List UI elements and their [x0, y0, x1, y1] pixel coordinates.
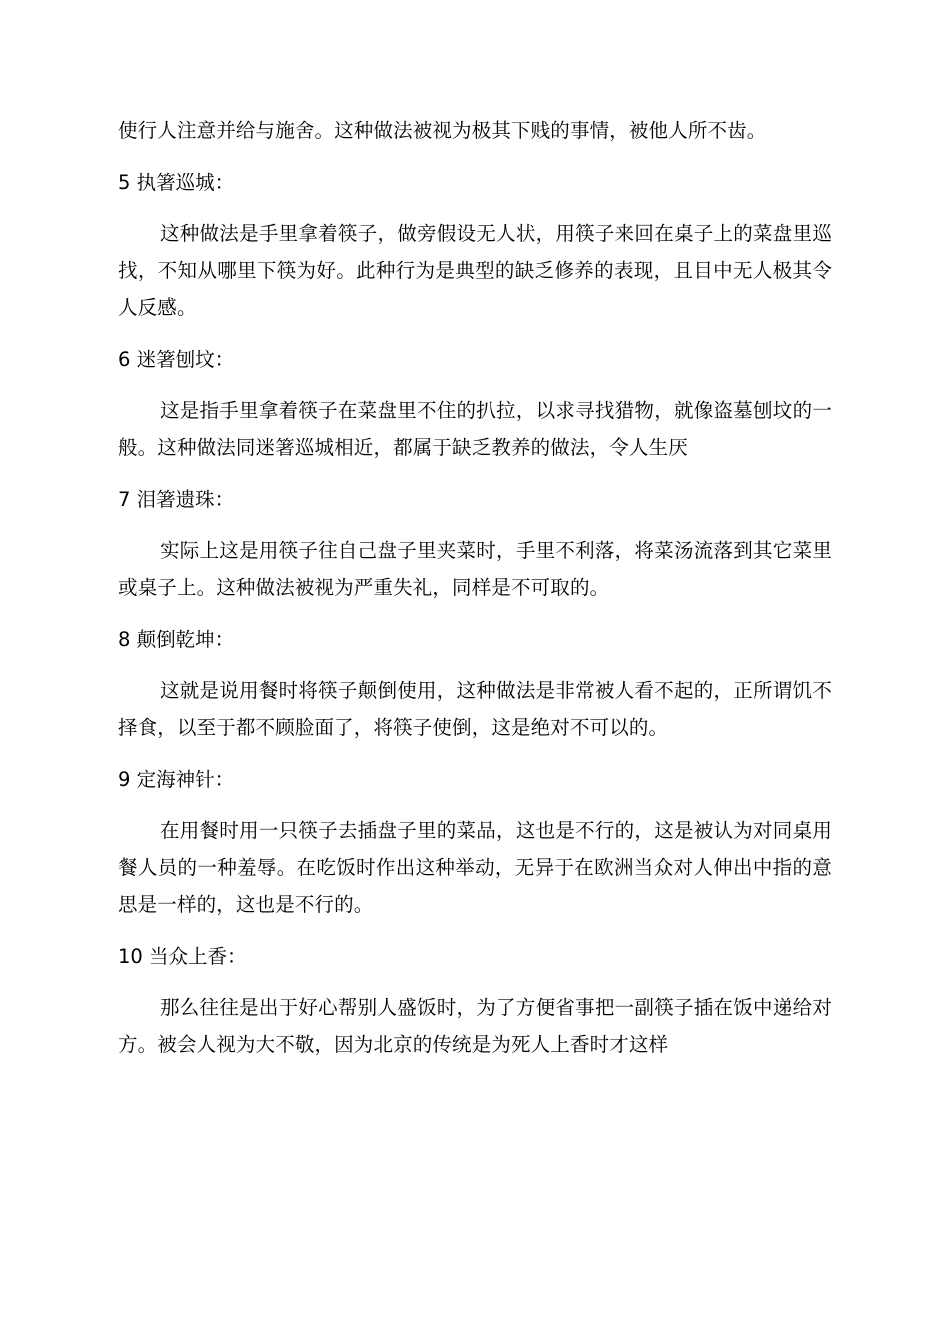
section-heading-8: 8 颠倒乾坤：: [118, 628, 235, 651]
section-body-5: 这种做法是手里拿着筷子，做旁假设无人状，用筷子来回在桌子上的菜盘里巡找，不知从哪里下筷为好。此种行为是典型的缺乏修养的表现，且目中无人极其令人反感。: [118, 222, 832, 319]
section-body-9: 在用餐时用一只筷子去插盘子里的菜品，这也是不行的，这是被认为对同桌用餐人员的一种羞辱。在吃饭时作出这种举动，无异于在欧洲当众对人伸出中指的意思是一样的，这也是不行的。: [118, 819, 832, 916]
section-body-7: 实际上这是用筷子往自己盘子里夹菜时，手里不利落，将菜汤流落到其它菜里或桌子上。这种做法被视为严重失礼，同样是不可取的。: [118, 539, 832, 599]
section-heading-9: 9 定海神针：: [118, 768, 235, 791]
section-body-8: 这就是说用餐时将筷子颠倒使用，这种做法是非常被人看不起的，正所谓饥不择食，以至于都不顾脸面了，将筷子使倒，这是绝对不可以的。: [118, 679, 832, 739]
section-heading-7: 7 泪箸遗珠：: [118, 488, 235, 511]
section-heading-6: 6 迷箸刨坟：: [118, 348, 235, 371]
intro-paragraph: 使行人注意并给与施舍。这种做法被视为极其下贱的事情，被他人所不齿。: [118, 119, 767, 142]
section-body-10: 那么往往是出于好心帮别人盛饭时，为了方便省事把一副筷子插在饭中递给对方。被会人视为大不敬，因为北京的传统是为死人上香时才这样: [118, 996, 832, 1056]
section-heading-5: 5 执箸巡城：: [118, 171, 235, 194]
section-body-6: 这是指手里拿着筷子在菜盘里不住的扒拉，以求寻找猎物，就像盗墓刨坟的一般。这种做法同迷箸巡城相近，都属于缺乏教养的做法，令人生厌: [118, 399, 832, 459]
document-page: [118, 112, 832, 1063]
section-heading-10: 10 当众上香：: [118, 945, 247, 968]
